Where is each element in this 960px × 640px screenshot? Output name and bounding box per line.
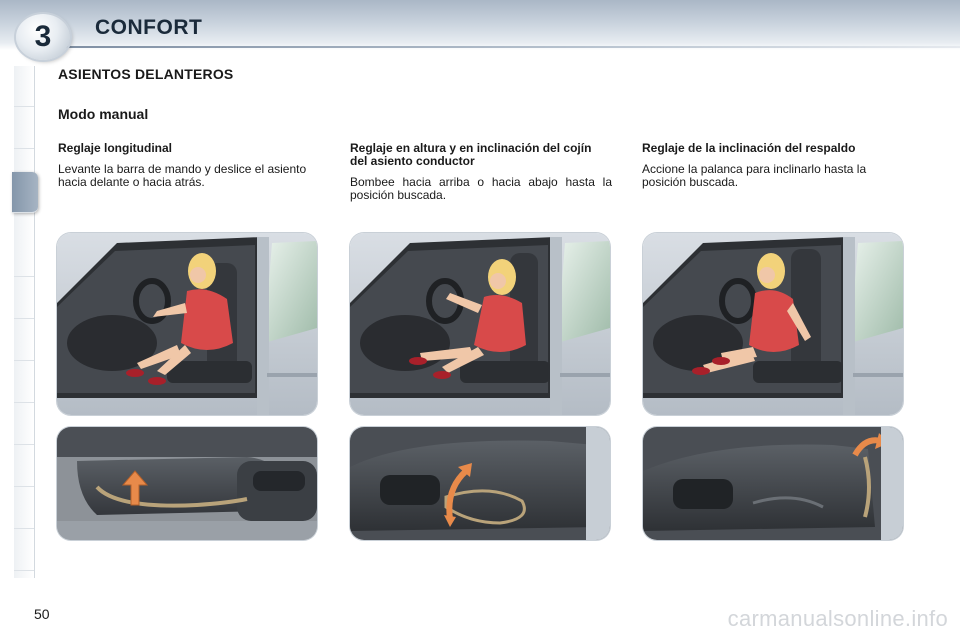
sidebar-tab-4[interactable] — [14, 236, 34, 277]
illustration-backrest-lever — [643, 427, 903, 540]
column-heading: Reglaje longitudinal — [58, 141, 173, 155]
page-number: 50 — [34, 606, 50, 622]
sidebar-tab-2[interactable] — [14, 108, 34, 149]
sidebar-tab-5[interactable] — [14, 278, 34, 319]
sidebar-tab-7[interactable] — [14, 362, 34, 403]
column-text: Bombee hacia arriba o hacia abajo hasta la posición buscada. — [350, 175, 612, 202]
column-text: Accione la palanca para inclinarlo hasta la posición buscada. — [642, 162, 867, 189]
column-heading: Reglaje de la inclinación del respaldo — [642, 141, 856, 155]
section-title: ASIENTOS DELANTEROS — [58, 66, 234, 82]
illustration-longitudinal-bar — [57, 427, 317, 540]
sidebar-tab-8[interactable] — [14, 404, 34, 445]
sidebar-tab-1[interactable] — [14, 66, 34, 107]
column-height-tilt — [350, 142, 612, 202]
illustration-driver-height — [350, 233, 610, 415]
sidebar-tab-3-active[interactable] — [12, 172, 38, 213]
sidebar-tab-11[interactable] — [14, 530, 34, 571]
illustration-height-pump-lever — [350, 427, 610, 540]
illustration-driver-backrest — [643, 233, 903, 415]
column-longitudinal — [58, 142, 320, 189]
chapter-number: 3 — [34, 20, 52, 53]
chapter-sidebar — [14, 66, 35, 578]
header-divider — [60, 46, 960, 48]
watermark-text: carmanualsonline.info — [727, 606, 948, 631]
chapter-number-badge — [16, 14, 70, 60]
sidebar-tab-9[interactable] — [14, 446, 34, 487]
subsection-title: Modo manual — [58, 106, 149, 122]
column-backrest — [642, 142, 904, 189]
column-text: Levante la barra de mando y deslice el asiento hacia delante o hacia atrás. — [58, 162, 307, 189]
sidebar-tab-10[interactable] — [14, 488, 34, 529]
chapter-title: CONFORT — [95, 16, 203, 39]
sidebar-tab-6[interactable] — [14, 320, 34, 361]
column-heading: Reglaje en altura y en inclinación del cojín del asiento conductor — [350, 141, 592, 168]
illustration-driver-longitudinal — [57, 233, 317, 415]
